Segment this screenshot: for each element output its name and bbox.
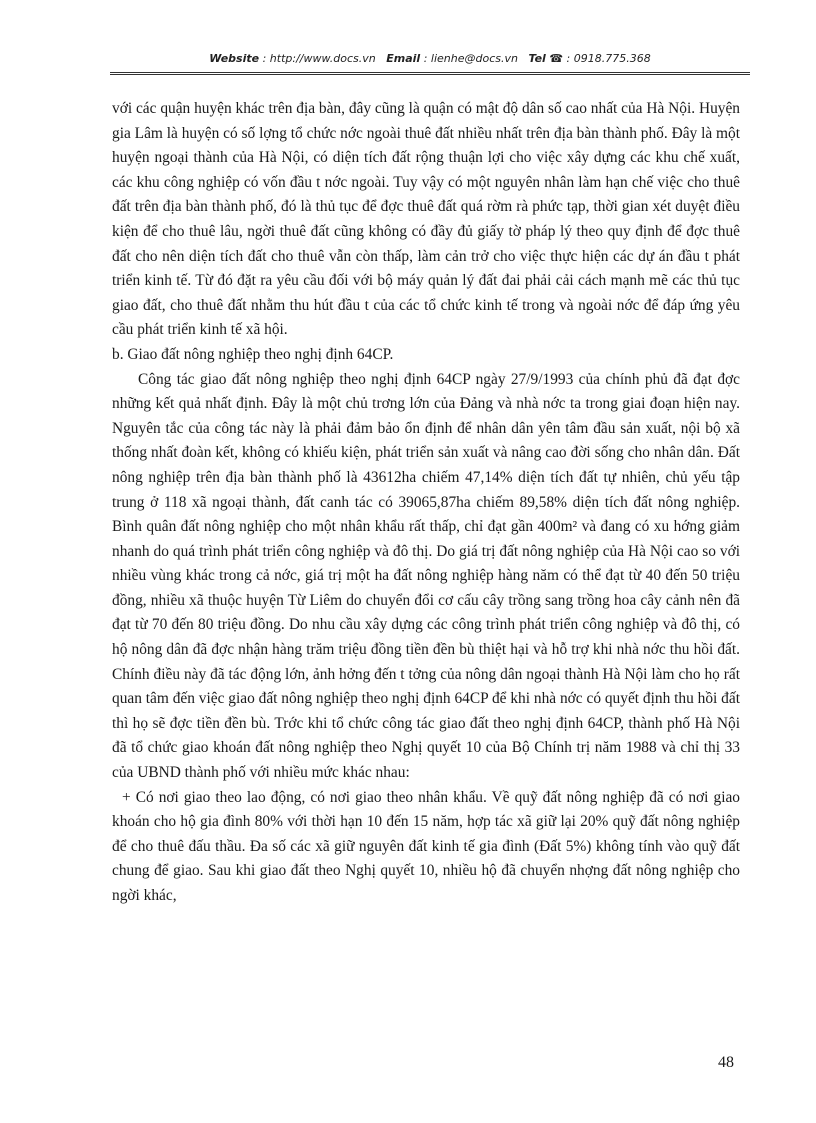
section-heading: b. Giao đất nông nghiệp theo nghị định 64CP. [112, 345, 394, 363]
paragraph-bullet: + Có nơi giao theo lao động, có nơi giao theo nhân khẩu. Về quỹ đất nông nghiệp đã có nơi giao khoán cho hộ gia đình 80% với thời hạn 10 đến 15 năm, hợp tác xã giữ lại 20% quỹ đất nông nghiệp để cho thuê đấu thầu. Đa số các xã giữ nguyên đất kinh tế gia đình (Đất 5%) không tính vào quỹ đất chung để giao. Sau khi giao đất theo Nghị quyết 10, nhiều hộ đã chuyển nhợng đất nông nghiệp cho ngời khác, [112, 788, 740, 904]
email-value: : lienhe@docs.vn [423, 52, 518, 65]
tel-value: ☎ : 0918.775.368 [549, 52, 651, 65]
page-number: 48 [718, 1054, 734, 1071]
body-text [112, 97, 740, 909]
website-value: : http://www.docs.vn [262, 52, 376, 65]
tel-label: Tel [528, 52, 546, 65]
page-header [110, 52, 750, 65]
email-label: Email [386, 52, 421, 65]
header-divider [110, 72, 750, 75]
website-label: Website [209, 52, 260, 65]
paragraph-land-allocation: Công tác giao đất nông nghiệp theo nghị định 64CP ngày 27/9/1993 của chính phủ đã đạt đợc những kết quả nhất định. Đây là một chủ trơng lớn của Đảng và nhà nớc ta trong giai đoạn hiện nay. Nguyên tắc của công tác này là phải đảm bảo ổn định để nhân dân yên tâm đầu sản xuất, nội bộ xã thống nhất đoàn kết, không có khiếu kiện, phát triển sản xuất và nâng cao đời sống cho nhân dân. Đất nông nghiệp trên địa bàn thành phố là 43612ha chiếm 47,14% diện tích đất tự nhiên, chủ yếu tập trung ở 118 xã ngoại thành, đất canh tác có 39065,87ha chiếm 89,58% diện tích đất nông nghiệp. Bình quân đất nông nghiệp cho một nhân khẩu rất thấp, chỉ đạt gần 400m² và đang có xu hớng giảm nhanh do quá trình phát triển công nghiệp và đô thị. Do giá trị đất nông nghiệp của Hà Nội cao so với nhiều vùng khác trong cả nớc, giá trị một ha đất nông nghiệp hàng năm có thể đạt từ 40 đến 50 triệu đồng, nhiều xã thuộc huyện Từ Liêm do chuyển đổi cơ cấu cây trồng sang trồng hoa cây cảnh nên đã đạt từ 70 đến 80 triệu đồng. Do nhu cầu xây dựng các công trình phát triển công nghiệp và đô thị, có hộ nông dân đã đợc nhận hàng trăm triệu đồng tiền đền bù thiệt hại và hỗ trợ khi nhà nớc thu hồi đất. Chính điều này đã tác động lớn, ảnh hởng đến t tởng của nông dân ngoại thành Hà Nội làm cho họ rất quan tâm đến việc giao đất nông nghiệp theo nghị định 64CP để khi nhà nớc có quyết định thu hồi đất thì họ sẽ đợc tiền đền bù. Trớc khi tổ chức công tác giao đất theo nghị định 64CP, thành phố Hà Nội đã tổ chức giao khoán đất nông nghiệp theo Nghị quyết 10 của Bộ Chính trị năm 1988 và chỉ thị 33 của UBND thành phố với nhiều mức khác nhau: [112, 370, 740, 782]
paragraph-continuation: với các quận huyện khác trên địa bàn, đây cũng là quận có mật độ dân số cao nhất của Hà Nội. Huyện gia Lâm là huyện có số lợng tổ chức nớc ngoài thuê đất nhiều nhất trên địa bàn thành phố. Đây là một huyện ngoại thành của Hà Nội, có diện tích đất rộng thuận lợi cho việc xây dựng các khu chế xuất, các khu công nghiệp có vốn đầu t nớc ngoài. Tuy vậy có một nguyên nhân làm hạn chế việc cho thuê đất trên địa bàn thành phố, đó là thủ tục để đợc thuê đất quá rờm rà phức tạp, thời gian xét duyệt điều kiện để cho thuê lâu, ngời thuê đất cũng không có đầy đủ giấy tờ pháp lý theo quy định để đợc thuê đất cho nên diện tích đất cho thuê vẫn còn thấp, làm cản trở cho việc thực hiện các dự án đầu t phát triển kinh tế. Từ đó đặt ra yêu cầu đối với bộ máy quản lý đất đai phải cải cách mạnh mẽ các thủ tục giao đất, cho thuê đất nhằm thu hút đầu t của các tổ chức kinh tế trong và ngoài nớc để đáp ứng yêu cầu phát triển kinh tế xã hội. [112, 100, 740, 339]
